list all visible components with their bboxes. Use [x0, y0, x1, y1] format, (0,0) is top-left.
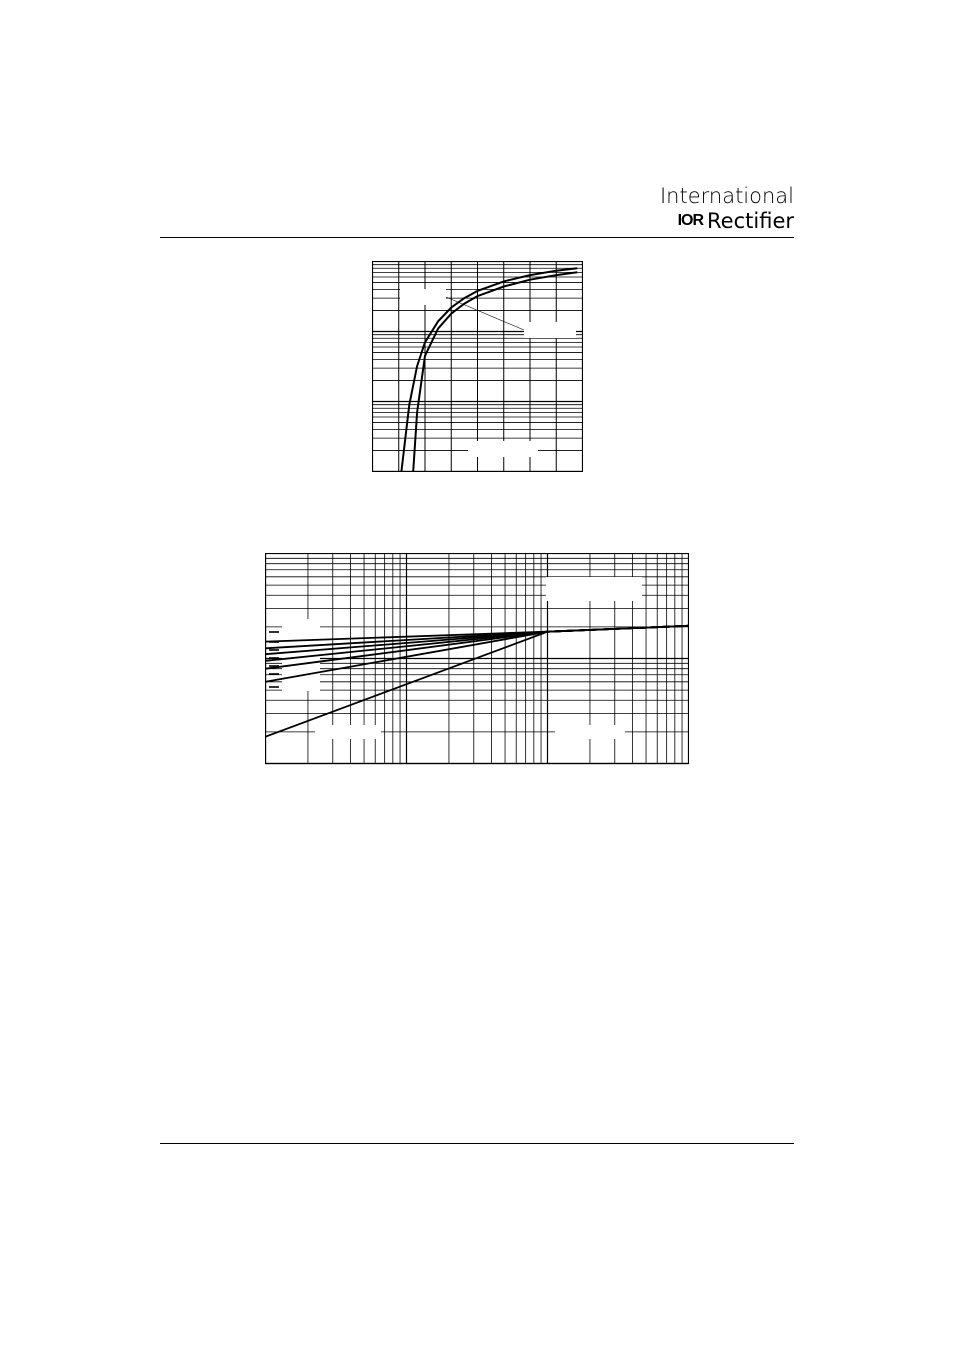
legend-box-top — [546, 577, 642, 601]
legend-box-bottom-left — [315, 725, 381, 739]
brand-row — [660, 208, 794, 234]
header-rule — [160, 237, 794, 238]
normalized-on-resistance-chart — [265, 553, 689, 765]
transfer-characteristics-chart — [372, 261, 583, 472]
brand-name-international: International — [659, 184, 794, 208]
legend-box-bottom-right — [555, 725, 625, 739]
legend-box-right — [524, 322, 576, 338]
series-line-5 — [266, 626, 689, 669]
series-line-4 — [266, 626, 689, 661]
brand-logo — [660, 184, 794, 234]
legend-box-bottom — [468, 441, 538, 457]
brand-name-rectifier: Rectifier — [707, 209, 794, 233]
footer-rule — [160, 1143, 794, 1144]
series-line-7 — [266, 626, 689, 737]
legend-box-upper — [400, 289, 446, 305]
ior-logo-mark: IOR — [677, 212, 704, 229]
